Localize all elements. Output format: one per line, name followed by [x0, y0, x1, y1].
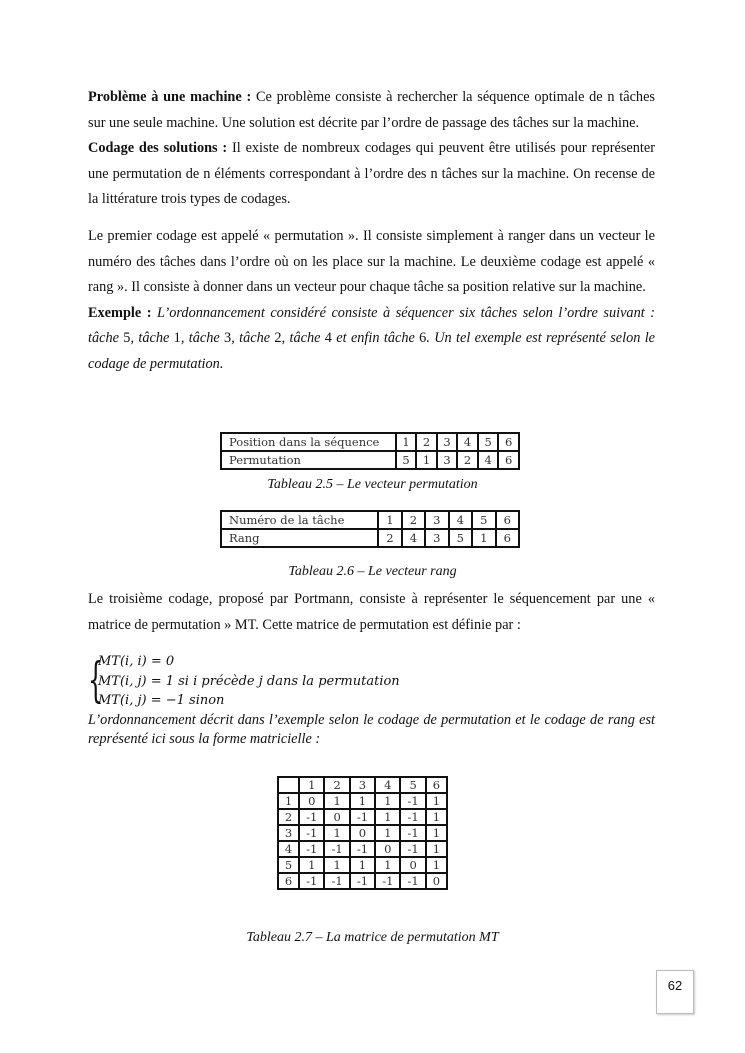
table-row: [221, 511, 519, 529]
table-cell: 6: [498, 451, 519, 469]
table-cell: 1: [375, 857, 400, 873]
table-cell: 0: [299, 793, 324, 809]
text: , tâche: [180, 330, 225, 347]
table-cell: 5: [400, 777, 425, 793]
table-cell: -1: [350, 841, 375, 857]
table-cell: 1: [324, 857, 349, 873]
num: 3: [224, 330, 232, 347]
table-cell: 5: [472, 511, 495, 529]
table-cell: -1: [350, 873, 375, 889]
table-cell: 1: [324, 793, 349, 809]
table-row: [278, 777, 447, 793]
table-cell: 1: [375, 793, 400, 809]
table-cell: -1: [299, 873, 324, 889]
table-row: [278, 793, 447, 809]
table-cell: Numéro de la tâche: [221, 511, 378, 529]
table-cell: -1: [400, 873, 425, 889]
table-cell: 1: [278, 793, 299, 809]
heading-example: Exemple :: [88, 304, 152, 321]
text: , tâche: [281, 330, 325, 347]
text: , tâche: [231, 330, 275, 347]
text: et enfin tâche: [331, 330, 420, 347]
table-cell: 3: [437, 433, 458, 451]
table-cell: -1: [400, 841, 425, 857]
table-cell: -1: [375, 873, 400, 889]
table-cell: 1: [426, 825, 447, 841]
brace-symbol: {: [88, 652, 104, 708]
table-cell: 1: [472, 529, 495, 547]
text: Il existe de nombreux codages qui peuvent être utilisés pour représenter une permutation de n éléments correspondant à l’ordre des n tâches sur la machine. On recense de la littérature trois types de codages.: [88, 140, 655, 208]
table-cell: 1: [350, 793, 375, 809]
num: 6: [419, 330, 427, 347]
table-cell: -1: [400, 825, 425, 841]
table-cell: 1: [426, 809, 447, 825]
text: , tâche: [130, 330, 174, 347]
table-cell: 2: [378, 529, 401, 547]
table-cell: 4: [457, 433, 478, 451]
table-cell: -1: [299, 809, 324, 825]
table-cell: -1: [400, 809, 425, 825]
table-cell: -1: [299, 841, 324, 857]
formula-line: MT(i, j) = 1 si i précède j dans la permutation: [98, 673, 400, 689]
table-row: [221, 529, 519, 547]
paragraph-intro: [88, 85, 655, 213]
table-cell: 5: [396, 451, 417, 469]
table-cell: 1: [299, 857, 324, 873]
table-cell: 1: [375, 809, 400, 825]
table-rank-vector: [220, 510, 520, 548]
text: L’ordonnancement considéré consiste à séquencer six tâches selon l’ordre suivant : tâche: [88, 304, 655, 347]
caption-table-2-5: Tableau 2.5 – Le vecteur permutation: [267, 477, 478, 492]
table-cell: 5: [478, 433, 499, 451]
table-cell: 0: [375, 841, 400, 857]
table-cell: 4: [375, 777, 400, 793]
table-row: [221, 433, 519, 451]
text: . Un tel exemple est représenté selon le codage de permutation.: [88, 330, 656, 372]
table-cell: 6: [278, 873, 299, 889]
heading-one-machine: Problème à une machine :: [88, 89, 252, 105]
formula-definition: [98, 652, 400, 711]
table-cell: 5: [278, 857, 299, 873]
table-row: [278, 873, 447, 889]
table-cell: 0: [350, 825, 375, 841]
table-cell: 2: [278, 809, 299, 825]
text: Ce problème consiste à rechercher la séquence optimale de n tâches sur une seule machine. Une solution est décrite par l’ordre de passage des tâches sur la machine.: [88, 89, 655, 131]
table-cell: 1: [426, 793, 447, 809]
num: 2: [274, 330, 282, 347]
table-cell: 0: [400, 857, 425, 873]
table-cell: -1: [350, 809, 375, 825]
table-cell: 2: [324, 777, 349, 793]
table-cell: 2: [416, 433, 437, 451]
formula-line: MT(i, i) = 0: [98, 654, 175, 669]
table-cell: Position dans la séquence: [221, 433, 396, 451]
table-cell: 1: [396, 433, 417, 451]
table-cell: 1: [378, 511, 401, 529]
table-cell: 4: [278, 841, 299, 857]
table-cell: Permutation: [221, 451, 396, 469]
table-cell: 1: [375, 825, 400, 841]
num: 5: [123, 330, 131, 347]
table-cell: [278, 777, 299, 793]
paragraph-matrix-intro: L’ordonnancement décrit dans l’exemple selon le codage de permutation et le codage de rang est représenté ici sous la forme matricielle :: [88, 712, 655, 747]
formula-line: MT(i, j) = −1 sinon: [98, 693, 225, 708]
table-row: [278, 857, 447, 873]
paragraph-third-coding: Le troisième codage, proposé par Portmann, consiste à représenter le séquencement par une « matrice de permutation » MT. Cette matrice de permutation est définie par :: [88, 591, 655, 633]
num: 4: [324, 330, 332, 347]
table-cell: 6: [498, 433, 519, 451]
table-cell: 4: [402, 529, 425, 547]
heading-coding: Codage des solutions :: [88, 140, 228, 157]
table-cell: 1: [426, 841, 447, 857]
table-cell: 3: [437, 451, 458, 469]
table-cell: -1: [324, 841, 349, 857]
table-cell: 3: [350, 777, 375, 793]
table-cell: 5: [449, 529, 472, 547]
table-cell: 1: [324, 825, 349, 841]
table-cell: 0: [426, 873, 447, 889]
table-cell: 4: [478, 451, 499, 469]
caption-table-2-6: Tableau 2.6 – Le vecteur rang: [288, 564, 457, 579]
table-row: [278, 825, 447, 841]
table-cell: 1: [426, 857, 447, 873]
table-cell: -1: [324, 873, 349, 889]
table-cell: 1: [350, 857, 375, 873]
table-row: [278, 841, 447, 857]
table-cell: 0: [324, 809, 349, 825]
table-cell: -1: [299, 825, 324, 841]
table-cell: 3: [425, 511, 448, 529]
table-cell: 6: [426, 777, 447, 793]
table-cell: 6: [496, 529, 520, 547]
table-row: [221, 451, 519, 469]
table-cell: 6: [496, 511, 520, 529]
table-cell: 1: [416, 451, 437, 469]
num: 1: [173, 330, 181, 347]
page-number: 62: [656, 970, 694, 1014]
table-permutation-matrix: [277, 776, 448, 890]
table-cell: Rang: [221, 529, 378, 547]
table-cell: 4: [449, 511, 472, 529]
text: Le premier codage est appelé « permutation ». Il consiste simplement à ranger dans un vecteur le numéro des tâches dans l’ordre où on les place sur la machine. Le deuxième codage est appelé « rang ». Il consiste à donner dans un vecteur pour chaque tâche sa position relative sur la machine.: [88, 228, 655, 296]
table-cell: 3: [425, 529, 448, 547]
table-cell: 2: [402, 511, 425, 529]
table-cell: 2: [457, 451, 478, 469]
caption-table-2-7: Tableau 2.7 – La matrice de permutation MT: [246, 930, 499, 945]
table-row: [278, 809, 447, 825]
table-cell: 1: [299, 777, 324, 793]
table-cell: 3: [278, 825, 299, 841]
paragraph-codings: [88, 224, 655, 378]
table-permutation-vector: [220, 432, 520, 470]
table-cell: -1: [400, 793, 425, 809]
